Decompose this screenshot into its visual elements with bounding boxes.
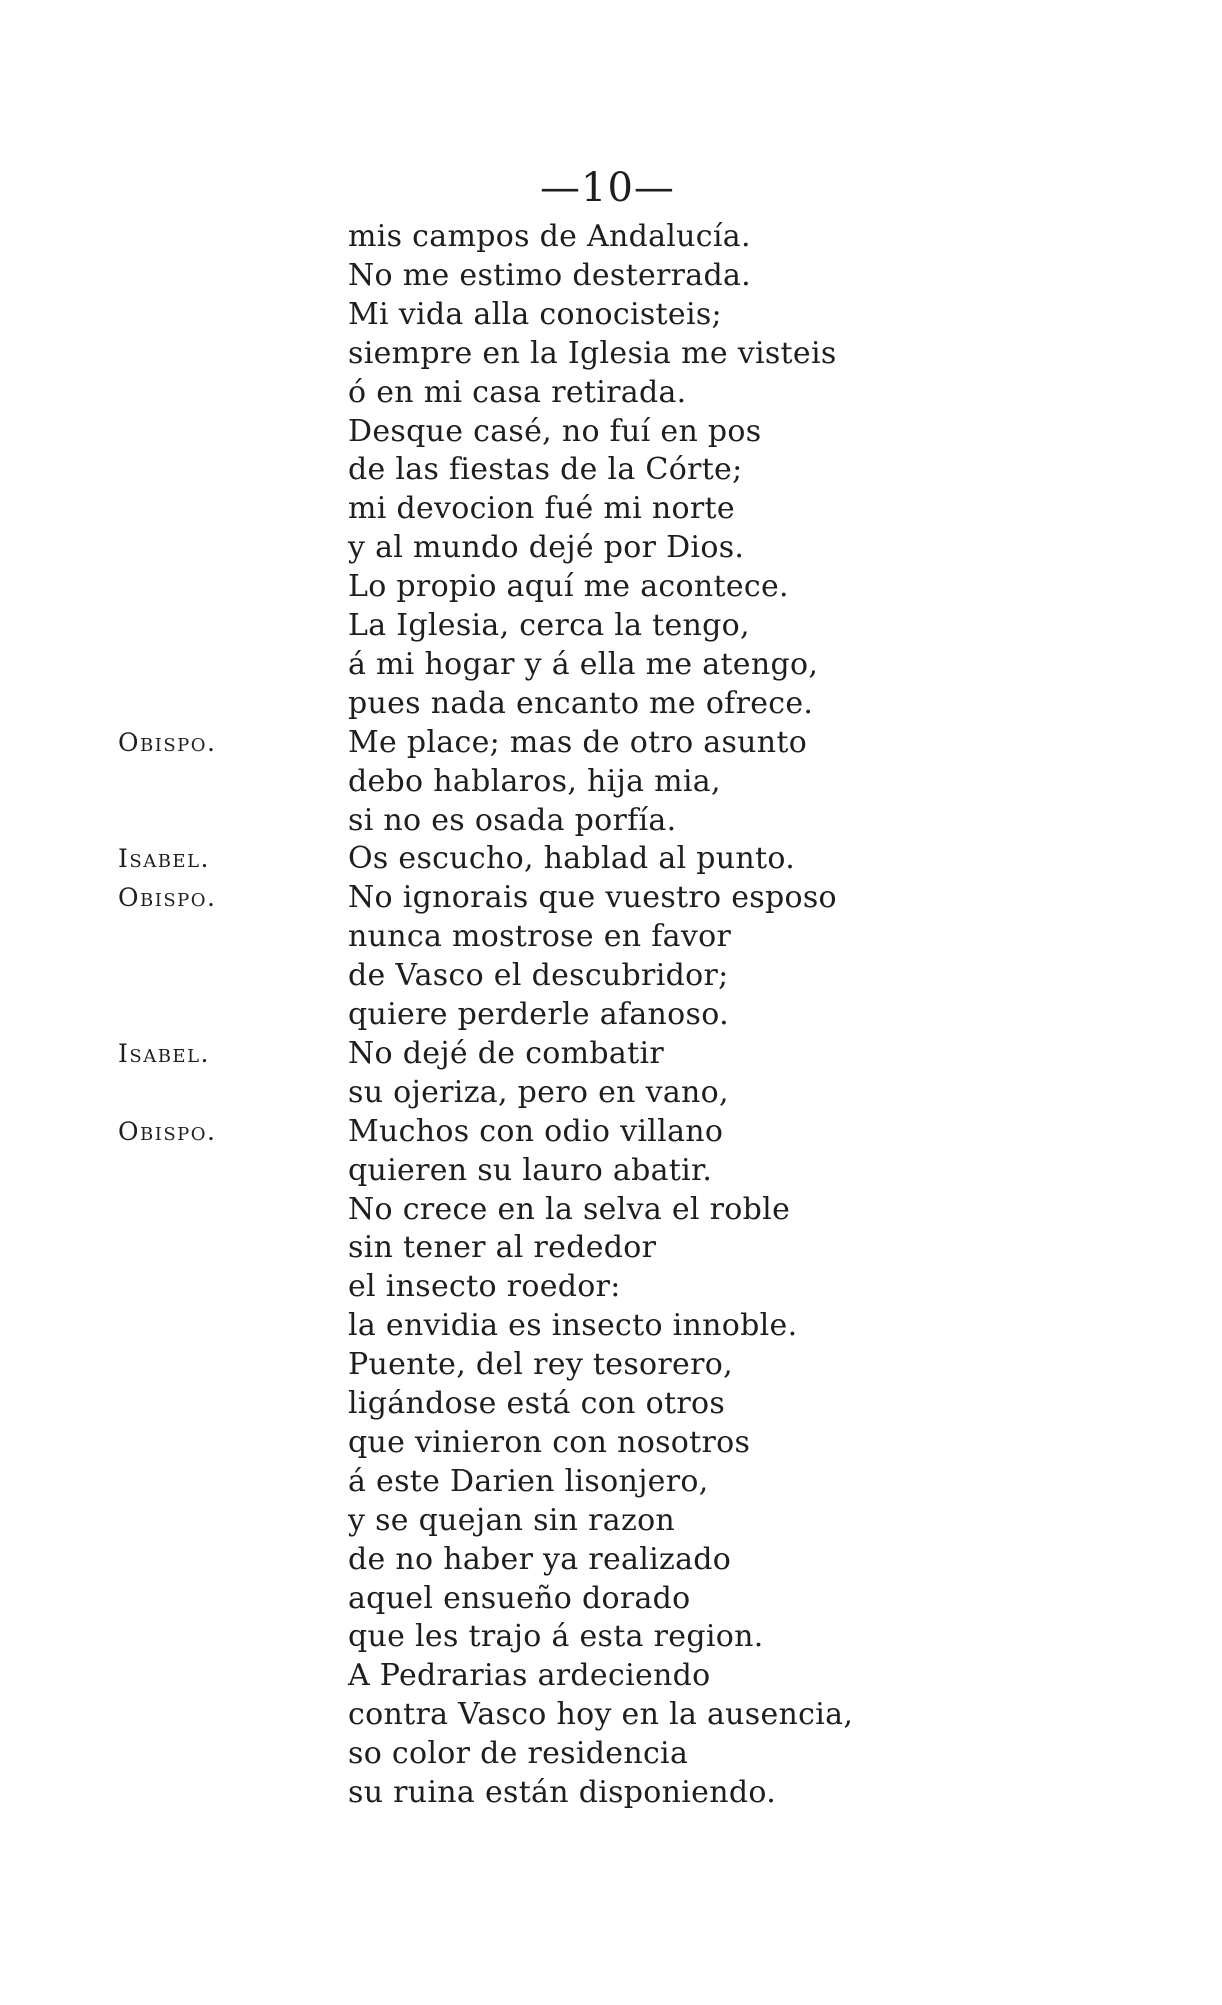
verse-line: quieren su lauro abatir. (348, 1152, 713, 1188)
verse-line: so color de residencia (348, 1736, 689, 1772)
verse-line: de Vasco el descubridor; (348, 958, 729, 994)
verse-line: Puente, del rey tesorero, (348, 1347, 733, 1383)
speaker-label: Obispo. (118, 727, 217, 757)
verse-line: Mi vida alla conocisteis; (348, 296, 722, 332)
verse-line: nunca mostrose en favor (348, 919, 732, 955)
speaker-label: Isabel. (118, 1038, 210, 1068)
verse-line: ligándose está con otros (348, 1386, 726, 1421)
verse-line: su ojeriza, pero en vano, (348, 1074, 729, 1110)
verse-line: Me place; mas de otro asunto (348, 724, 808, 760)
verse-line: aquel ensueño dorado (348, 1580, 691, 1616)
verse-line: Lo propio aquí me acontece. (348, 569, 789, 605)
speaker-label: Obispo. (118, 883, 217, 913)
verse-line: mi devocion fué mi norte (348, 491, 735, 527)
verse-line: que vinieron con nosotros (348, 1424, 751, 1460)
verse-line: pues nada encanto me ofrece. (348, 685, 814, 721)
verse-line: debo hablaros, hija mia, (348, 763, 721, 799)
verse-line: No me estimo desterrada. (348, 257, 751, 293)
verse-line: No crece en la selva el roble (348, 1191, 791, 1227)
verse-line: La Iglesia, cerca la tengo, (348, 608, 750, 643)
verse-line: Os escucho, hablad al punto. (348, 841, 796, 877)
verse-line: No ignorais que vuestro esposo (348, 880, 837, 916)
verse-line: siempre en la Iglesia me visteis (348, 335, 837, 371)
verse-line: Muchos con odio villano (348, 1113, 724, 1149)
verse-line: sin tener al rededor (348, 1230, 657, 1266)
verse-line: la envidia es insecto innoble. (348, 1308, 798, 1344)
verse-line: que les trajo á esta region. (348, 1619, 764, 1655)
verse-line: No dejé de combatir (348, 1035, 664, 1071)
speaker-label: Obispo. (118, 1116, 217, 1146)
page-number: —10— (540, 165, 675, 211)
verse-line: contra Vasco hoy en la ausencia, (348, 1697, 854, 1733)
verse-line: á este Darien lisonjero, (348, 1463, 709, 1499)
verse-line: á mi hogar y á ella me atengo, (348, 646, 819, 682)
speaker-label: Isabel. (118, 844, 210, 874)
verse-line: si no es osada porfía. (348, 802, 677, 838)
verse-line: su ruina están disponiendo. (348, 1775, 777, 1810)
verse-line: y al mundo dejé por Dios. (348, 530, 745, 566)
verse-line: de las fiestas de la Córte; (348, 452, 743, 488)
verse-line: de no haber ya realizado (348, 1541, 732, 1577)
verse-line: y se quejan sin razon (348, 1502, 676, 1538)
verse-line: Desque casé, no fuí en pos (348, 413, 762, 449)
verse-line: A Pedrarias ardeciendo (348, 1658, 711, 1694)
verse-line: ó en mi casa retirada. (348, 374, 687, 410)
verse-line: mis campos de Andalucía. (348, 219, 751, 254)
verse-line: quiere perderle afanoso. (348, 997, 729, 1032)
verse-line: el insecto roedor: (348, 1269, 621, 1305)
